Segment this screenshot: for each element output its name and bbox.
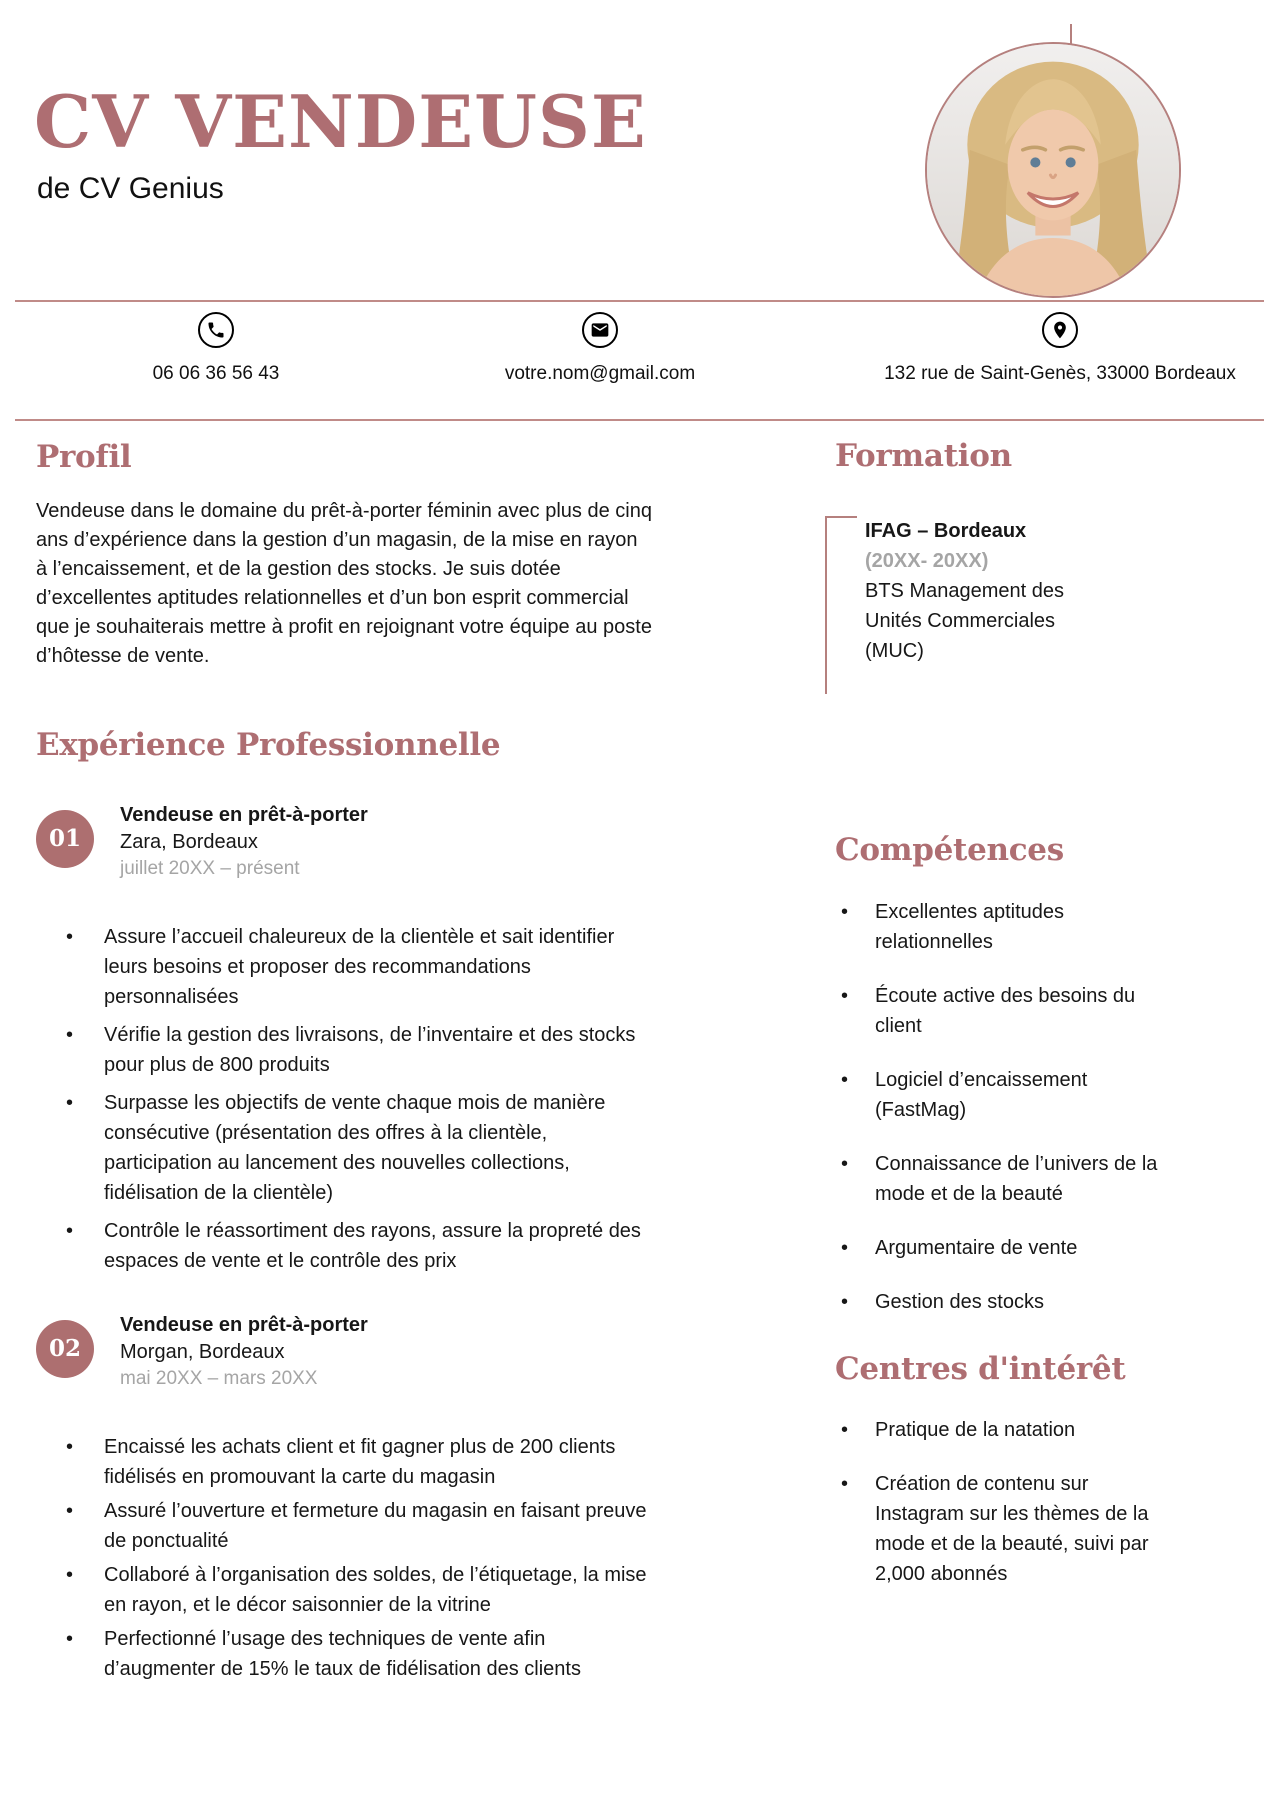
skill-item: • Connaissance de l’univers de la mode et de la beauté bbox=[825, 1149, 1177, 1209]
page-subtitle: de CV Genius bbox=[37, 172, 224, 205]
main-column bbox=[36, 425, 684, 1688]
formation-heading: Formation bbox=[835, 438, 1012, 474]
job-1-header bbox=[36, 802, 684, 882]
job-2-number-badge: 02 bbox=[36, 1320, 94, 1378]
interets-heading: Centres d'intérêt bbox=[835, 1350, 1126, 1387]
skill-item: • Argumentaire de vente bbox=[825, 1233, 1177, 1263]
job-2-info bbox=[120, 1312, 368, 1392]
competences-heading: Compétences bbox=[835, 832, 1064, 869]
bullet-item: • Assuré l’ouverture et fermeture du magasin en faisant preuve de ponctualité bbox=[36, 1496, 652, 1556]
formation-dates: (20XX- 20XX) bbox=[865, 550, 989, 573]
phone-value: 06 06 36 56 43 bbox=[152, 363, 280, 384]
job-dates: mai 20XX – mars 20XX bbox=[120, 1367, 318, 1389]
phone-icon bbox=[198, 312, 234, 348]
formation-entry bbox=[825, 516, 1181, 694]
skill-item: • Logiciel d’encaissement (FastMag) bbox=[825, 1065, 1177, 1125]
bullet-item: • Perfectionné l’usage des techniques de vente afin d’augmenter de 15% le taux de fidélisation des clients bbox=[36, 1624, 652, 1684]
interest-item: • Pratique de la natation bbox=[825, 1415, 1177, 1445]
interets-list bbox=[825, 1415, 1177, 1589]
formation-degree: BTS Management des Unités Commerciales (MUC) bbox=[865, 580, 1064, 663]
experience-heading: Expérience Professionnelle bbox=[36, 727, 501, 764]
contact-phone bbox=[96, 312, 336, 385]
location-icon bbox=[1042, 312, 1078, 348]
job-company: Zara, Bordeaux bbox=[120, 830, 258, 853]
job-title: Vendeuse en prêt-à-porter bbox=[120, 803, 368, 826]
bullet-item: • Vérifie la gestion des livraisons, de l’inventaire et des stocks pour plus de 800 produits bbox=[36, 1020, 652, 1080]
email-value: votre.nom@gmail.com bbox=[504, 363, 696, 384]
contact-email bbox=[455, 312, 745, 385]
bullet-item: • Assure l’accueil chaleureux de la clientèle et sait identifier leurs besoins et proposer des recommandations personnalisées bbox=[36, 922, 652, 1012]
job-dates: juillet 20XX – présent bbox=[120, 857, 300, 879]
divider-bottom bbox=[15, 419, 1264, 421]
job-2-bullets bbox=[36, 1432, 652, 1684]
job-2-header bbox=[36, 1312, 684, 1392]
bullet-item: • Encaissé les achats client et fit gagner plus de 200 clients fidélisés en promouvant la carte du magasin bbox=[36, 1432, 652, 1492]
page-title: CV VENDEUSE bbox=[34, 79, 647, 164]
portrait-illustration bbox=[927, 44, 1179, 296]
email-icon bbox=[582, 312, 618, 348]
formation-school: IFAG – Bordeaux bbox=[865, 520, 1027, 543]
address-value: 132 rue de Saint-Genès, 33000 Bordeaux bbox=[884, 363, 1236, 384]
competences-list bbox=[825, 897, 1177, 1317]
job-1-number-badge: 01 bbox=[36, 810, 94, 868]
profil-heading: Profil bbox=[36, 439, 132, 475]
profile-photo bbox=[925, 42, 1181, 298]
interest-item: • Création de contenu sur Instagram sur les thèmes de la mode et de la beauté, suivi par 2,000 abonnés bbox=[825, 1469, 1177, 1589]
bullet-item: • Contrôle le réassortiment des rayons, assure la propreté des espaces de vente et le contrôle des prix bbox=[36, 1216, 652, 1276]
job-1-info bbox=[120, 802, 368, 882]
profil-text: Vendeuse dans le domaine du prêt-à-porter féminin avec plus de cinq ans d’expérience dans la gestion d’un magasin, de la mise en rayon à l’encaissement, et de la gestion des stocks. Je suis dotée d’excellentes aptitudes relationnelles et d’un bon esprit commercial que je souhaiterais mettre à profit en rejoignant votre équipe au poste d’hôtesse de vente. bbox=[36, 500, 652, 668]
divider-top bbox=[15, 300, 1264, 302]
job-1-bullets bbox=[36, 922, 652, 1276]
bullet-item: • Surpasse les objectifs de vente chaque mois de manière consécutive (présentation des offres à la clientèle, participation au lancement des nouvelles collections, fidélisation de la clientèle) bbox=[36, 1088, 652, 1208]
job-company: Morgan, Bordeaux bbox=[120, 1340, 285, 1363]
side-column bbox=[825, 425, 1181, 1613]
skill-item: • Excellentes aptitudes relationnelles bbox=[825, 897, 1177, 957]
bullet-item: • Collaboré à l’organisation des soldes, de l’étiquetage, la mise en rayon, et le décor saisonnier de la vitrine bbox=[36, 1560, 652, 1620]
photo-decor-line bbox=[1070, 24, 1072, 44]
job-title: Vendeuse en prêt-à-porter bbox=[120, 1313, 368, 1336]
skill-item: • Gestion des stocks bbox=[825, 1287, 1177, 1317]
skill-item: • Écoute active des besoins du client bbox=[825, 981, 1177, 1041]
contact-address bbox=[870, 312, 1250, 385]
